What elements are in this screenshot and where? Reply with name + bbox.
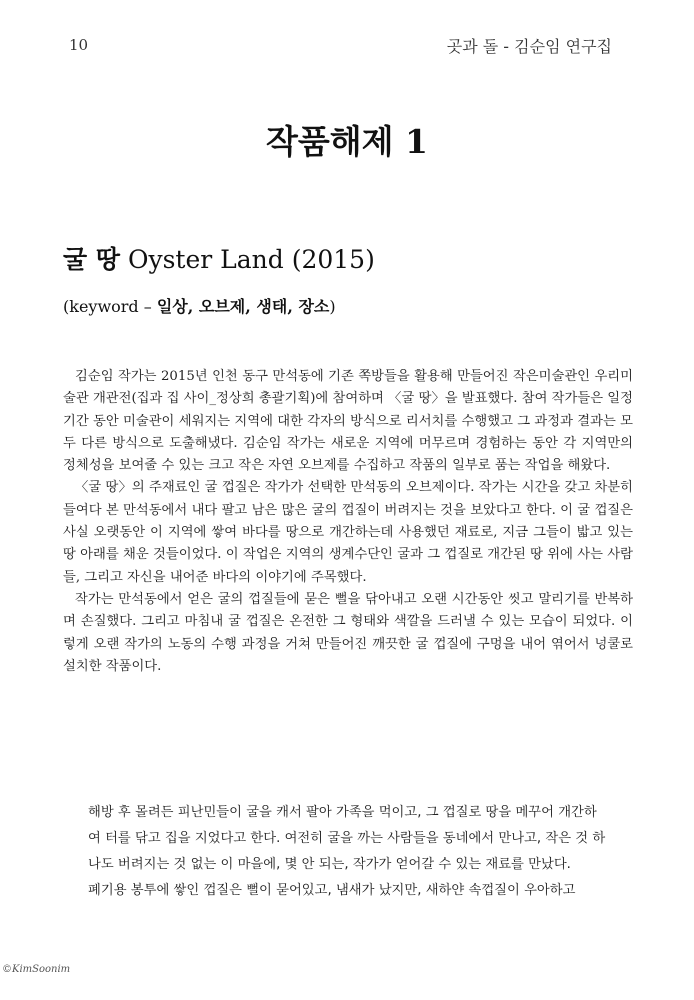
quote-paragraph-1: 해방 후 몰려든 피난민들이 굴을 캐서 팔아 가족을 먹이고, 그 껍질로 땅을 메꾸어 개간하여 터를 닦고 집을 지었다고 한다. 여전히 굴을 까는 사람들을 동네에서 만나고, 작은 것 하나도 버려지는 것 없는 이 마을에, 몇 안 되는, 작가가 얻어갈 수 있는 재료를 만났다. bbox=[88, 805, 606, 872]
keywords-suffix: ) bbox=[329, 297, 336, 316]
keywords-line bbox=[63, 294, 336, 317]
body-paragraph-2: 〈굴 땅〉의 주재료인 굴 껍질은 작가가 선택한 만석동의 오브제이다. 작가는 시간을 갖고 차분히 들여다 본 만석동에서 내다 팔고 남은 많은 굴의 껍질이 버려지는 것을 보았다고 한다. 이 굴 껍질은 사실 오랫동안 이 지역에 쌓여 바다를 땅으로 개간하는데 사용했던 재료로, 지금 그들이 밟고 있는 땅 아래를 채운 것들이었다. 이 작업은 지역의 생계수단인 굴과 그 껍질로 개간된 땅 위에 사는 사람들, 그리고 자신을 내어준 바다의 이야기에 주목했다. bbox=[63, 480, 633, 585]
body-text bbox=[63, 366, 633, 678]
quote-paragraph-2: 폐기용 봉투에 쌓인 껍질은 뻘이 묻어있고, 냄새가 났지만, 새하얀 속껍질이 우아하고 bbox=[88, 883, 576, 898]
quote-block bbox=[88, 800, 608, 904]
keywords-prefix: (keyword – bbox=[63, 297, 157, 316]
running-header: 곳과 돌 - 김순임 연구집 bbox=[446, 37, 612, 56]
section-title bbox=[63, 240, 375, 276]
page-title: 작품해제 1 bbox=[266, 122, 428, 161]
body-paragraph-1: 김순임 작가는 2015년 인천 동구 만석동에 기존 쪽방들을 활용해 만들어진 작은미술관인 우리미술관 개관전(집과 집 사이_정상희 총괄기획)에 참여하며 〈굴 땅〉을 발표했다. 참여 작가들은 일정 기간 동안 미술관이 세워지는 지역에 대한 각자의 방식으로 리서치를 수행했고 그 과정과 결과는 모두 다른 방식으로 도출해냈다. 김순임 작가는 새로운 지역에 머무르며 경험하는 동안 각 지역만의 정체성을 보여줄 수 있는 크고 작은 자연 오브제를 수집하고 작품의 일부로 품는 작업을 해왔다. bbox=[63, 369, 634, 474]
page-number: 10 bbox=[69, 36, 89, 54]
copyright-watermark: ©KimSoonim bbox=[2, 964, 71, 975]
section-title-english: Oyster Land (2015) bbox=[120, 245, 375, 274]
keywords-list: 일상, 오브제, 생태, 장소 bbox=[156, 297, 330, 316]
body-paragraph-3: 작가는 만석동에서 얻은 굴의 껍질들에 묻은 뻘을 닦아내고 오랜 시간동안 씻고 말리기를 반복하며 손질했다. 그리고 마침내 굴 껍질은 온전한 그 형태와 색깔을 드러낼 수 있는 모습이 되었다. 이렇게 오랜 작가의 노동의 수행 과정을 거쳐 만들어진 깨끗한 굴 껍질에 구멍을 내어 엮어서 넝쿨로 설치한 작품이다. bbox=[63, 591, 633, 674]
section-title-korean: 굴 땅 bbox=[63, 245, 121, 274]
